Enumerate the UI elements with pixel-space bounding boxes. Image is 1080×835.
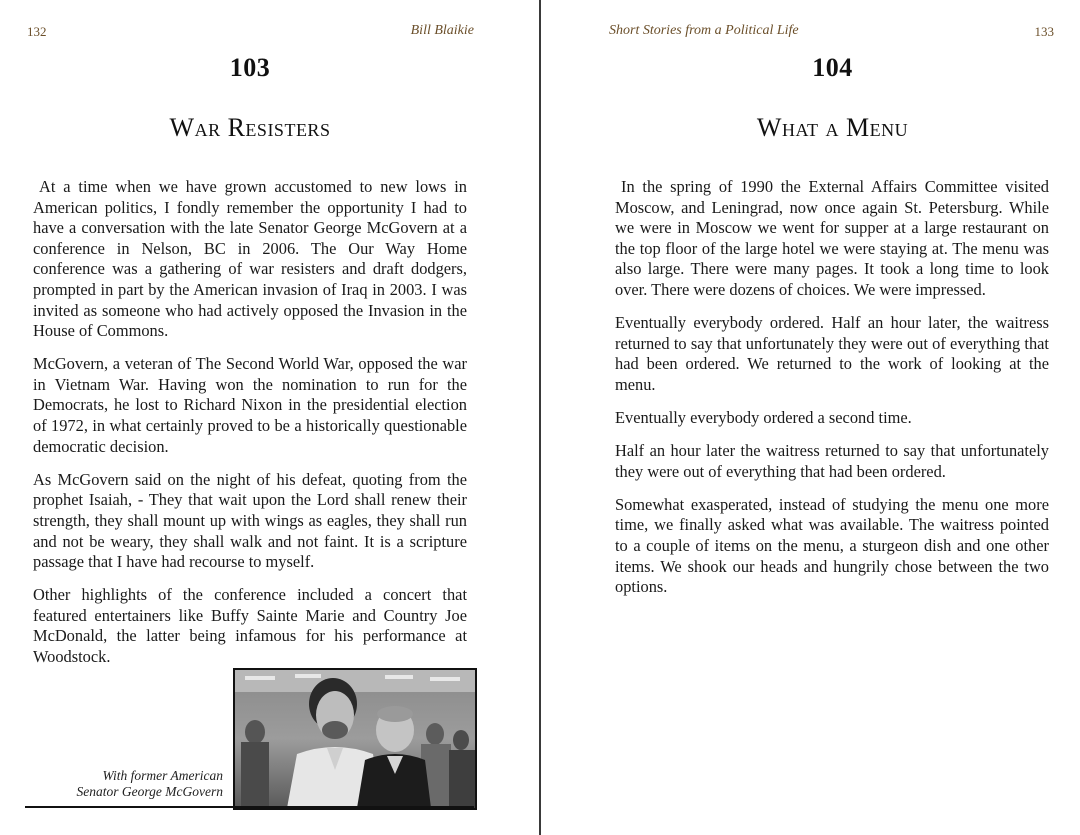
right-page xyxy=(541,0,1080,835)
running-head: Bill Blaikie xyxy=(410,23,474,38)
paragraph: Eventually everybody ordered. Half an hour later, the waitress returned to say that unfortunately they were out of everything that had been ordered. We returned to the work of looking at the menu. xyxy=(615,313,1049,394)
paragraph: McGovern, a veteran of The Second World War, opposed the war in Vietnam War. Having won the nomination to run for the Democrats, he lost to Richard Nixon in the presidential election of 1972, in what certainly proved to be a historically questionable democratic decision. xyxy=(33,354,467,456)
caption-line: With former American xyxy=(102,768,223,783)
running-head: Short Stories from a Political Life xyxy=(609,23,799,38)
paragraph: Half an hour later the waitress returned to say that unfortunately they were out of everything that had been ordered. xyxy=(615,441,1049,481)
paragraph: As McGovern said on the night of his defeat, quoting from the prophet Isaiah, - They that wait upon the Lord shall renew their strength, they shall mount up with wings as eagles, they shall run and not be weary, they shall walk and not faint. It is a scripture passage that I have had recourse to myself. xyxy=(33,469,467,572)
page-number: 132 xyxy=(27,24,47,39)
chapter-number: 104 xyxy=(812,53,853,82)
photo-image xyxy=(235,670,475,808)
photo-caption xyxy=(40,768,223,800)
bottom-rule xyxy=(25,806,474,808)
chapter-body xyxy=(615,177,1049,610)
chapter-body xyxy=(33,177,467,680)
paragraph: Somewhat exasperated, instead of studying the menu one more time, we finally asked what was available. The waitress pointed to a couple of items on the menu, a sturgeon dish and one other items. We shook our heads and hungrily chose between the two options. xyxy=(615,494,1049,597)
chapter-number: 103 xyxy=(229,53,271,82)
photo xyxy=(233,668,477,810)
paragraph: Eventually everybody ordered a second time. xyxy=(615,407,912,427)
chapter-title: War Resisters xyxy=(169,113,331,142)
page-number: 133 xyxy=(1034,24,1054,39)
paragraph: At a time when we have grown accustomed to new lows in American politics, I fondly remember the opportunity I had to have a conversation with the late Senator George McGovern at a conference in Nelson, BC in 2006. The Our Way Home conference was a gathering of war resisters and draft dodgers, prompted in part by the American invasion of Iraq in 2003. I was invited as someone who had actively opposed the Invasion in the House of Commons. xyxy=(33,177,467,341)
paragraph: In the spring of 1990 the External Affairs Committee visited Moscow, and Leningrad, now once again St. Petersburg. While we were in Moscow we went for supper at a large restaurant on the top floor of the large hotel we were staying at. The menu was also large. There were many pages. It took a long time to look over. There were dozens of choices. We were impressed. xyxy=(615,177,1049,299)
chapter-title: What a Menu xyxy=(756,113,909,142)
caption-line: Senator George McGovern xyxy=(76,784,223,799)
paragraph: Other highlights of the conference included a concert that featured entertainers like Buffy Sainte Marie and Country Joe McDonald, the latter being infamous for his performance at Woodstock. xyxy=(33,585,467,666)
